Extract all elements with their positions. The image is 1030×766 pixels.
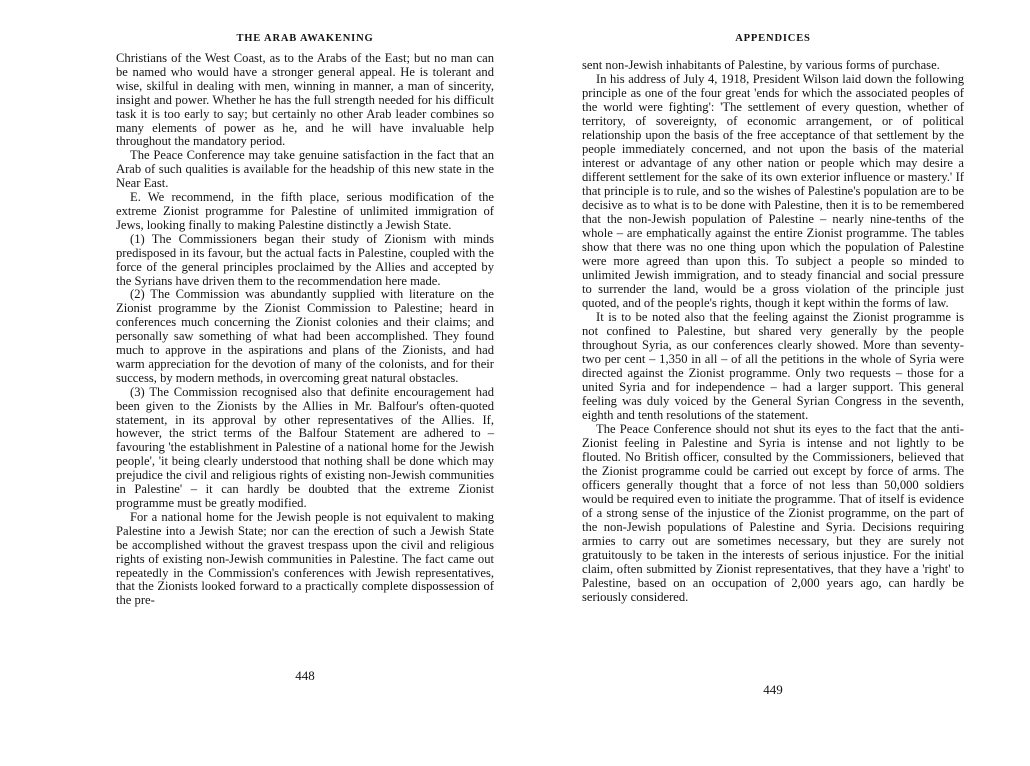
page-number-right: 449 [763,682,783,697]
paragraph: It is to be noted also that the feeling against the Zionist programme is not confined to Palestine, but shared very generally by the people throughout Syria, as our conferences clearly showed. More than seventy-two per cent – 1,350 in all – of all the petitions in the whole of Syria were directed against the Zionist programme. Only two requests – those for a united Syria and for independence – had a larger support. This general feeling was duly voiced by the General Syrian Congress in the seventh, eighth and tenth resolutions of the statement. [582,310,964,422]
running-head-right: APPENDICES [735,33,811,44]
paragraph: (3) The Commission recognised also that definite encouragement had been given to the Zionists by the Allies in Mr. Balfour's often-quoted statement, in its approval by other representatives of the Allies. If, however, the strict terms of the Balfour Statement are adhered to – favouring 'the establishment in Palestine of a national home for the Jewish people', 'it being clearly understood that nothing shall be done which may prejudice the civil and religious rights of existing non-Jewish communities in Palestine' – it can hardly be doubted that the extreme Zionist programme must be greatly modified. [116,384,494,510]
paragraph: (1) The Commissioners began their study of Zionism with minds predisposed in its favour, but the actual facts in Palestine, coupled with the force of the general principles proclaimed by the Allies and accepted by the Syrians have driven them to the recommendation here made. [116,231,494,288]
paragraph: Christians of the West Coast, as to the Arabs of the East; but no man can be named who would have a stronger general appeal. He is tolerant and wise, skilful in dealing with men, winning in manner, a man of sincerity, insight and power. Whether he has the full strength needed for his difficult task it is too early to say; but certainly no other Arab leader combines so many elements of power as he, and he will have invaluable help throughout the mandatory period. [116,51,494,149]
paragraph: (2) The Commission was abundantly supplied with literature on the Zionist programme by the Zionist Commission to Palestine; heard in conferences much concerning the Zionist colonies and their claims; and personally saw something of what had been accomplished. They found much to approve in the aspirations and plans of the Zionists, and had warm appreciation for the devotion of many of the colonists, and for their success, by modern methods, in overcoming great natural obstacles. [116,287,494,385]
paragraph: sent non-Jewish inhabitants of Palestine, by various forms of purchase. [582,58,940,72]
paragraph: The Peace Conference should not shut its eyes to the fact that the anti-Zionist feeling in Palestine and Syria is intense and not lightly to be flouted. No British officer, consulted by the Commissioners, believed that the Zionist programme could be carried out except by force of arms. The officers generally thought that a force of not less than 50,000 soldiers would be required even to initiate the programme. That of itself is evidence of a strong sense of the injustice of the Zionist programme, on the part of the non-Jewish populations of Palestine and Syria. Decisions requiring armies to carry out are sometimes necessary, but they are surely not gratuitously to be taken in the interests of serious injustice. For the initial claim, often submitted by Zionist representatives, that they have a 'right' to Palestine, based on an occupation of 2,000 years ago, can hardly be seriously considered. [582,422,964,604]
paragraph: For a national home for the Jewish people is not equivalent to making Palestine into a Jewish State; nor can the erection of such a Jewish State be accomplished without the gravest trespass upon the civil and religious rights of existing non-Jewish communities in Palestine. The fact came out repeatedly in the Commission's conferences with Jewish representatives, that the Zionists looked forward to a practically complete dispossession of the pre- [116,509,494,608]
right-page-text [582,58,964,604]
left-page-text [116,52,494,608]
page-number-left: 448 [295,668,315,683]
paragraph: The Peace Conference may take genuine satisfaction in the fact that an Arab of such qualities is available for the headship of this new state in the Near East. [116,148,494,191]
paragraph: In his address of July 4, 1918, President Wilson laid down the following principle as one of the four great 'ends for which the associated peoples of the world were fighting': 'The settlement of every question, whether of territory, of sovereignty, of economic arrangement, or of political relationship upon the basis of the free acceptance of that settlement by the people immediately concerned, and not upon the basis of the material interest or advantage of any other nation or people which may desire a different settlement for the sake of its own exterior influence or mastery.' If that principle is to rule, and so the wishes of Palestine's population are to be decisive as to what is to be done with Palestine, then it is to be remembered that the non-Jewish population of Palestine – nearly nine-tenths of the whole – are emphatically against the entire Zionist programme. The tables show that there was no one thing upon which the population of Palestine were more agreed than upon this. To subject a people so minded to unlimited Jewish immigration, and to steady financial and social pressure to surrender the land, would be a gross violation of the principle just quoted, and of the people's rights, though it kept within the forms of law. [582,72,964,310]
paragraph: E. We recommend, in the fifth place, serious modification of the extreme Zionist programme for Palestine of unlimited immigration of Jews, looking finally to making Palestine distinctly a Jewish State. [116,190,494,232]
running-head-left: THE ARAB AWAKENING [236,33,374,44]
